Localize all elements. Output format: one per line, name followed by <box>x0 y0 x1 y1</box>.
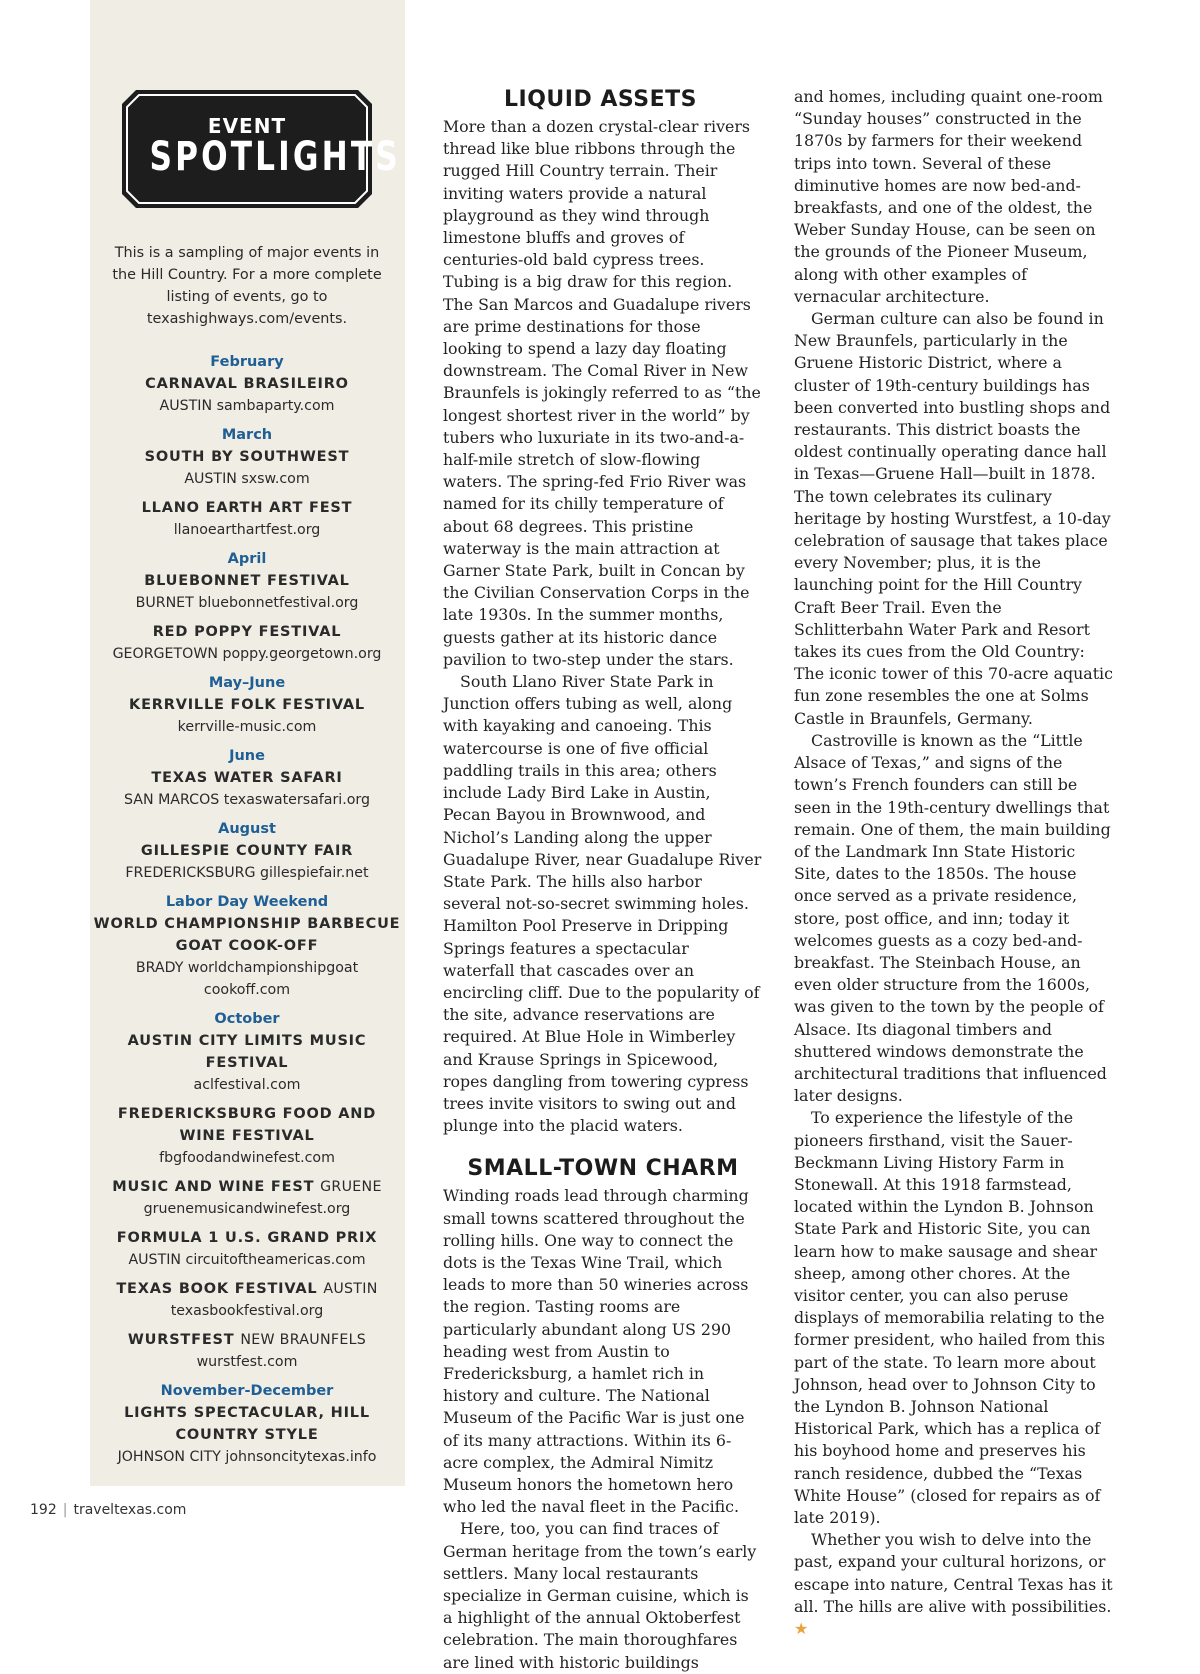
event-name <box>92 840 402 862</box>
event-name <box>92 621 402 643</box>
paragraph: Castroville is known as the “Little Alsace of Texas,” and signs of the town’s French founders can still be seen in the 19th-century dwellings that remain. One of them, the main building of the Landmark Inn State Historic Site, dates to the 1850s. The house once served as a private residence, store, post office, and inn; today it welcomes guests as a cozy bed-and-breakfast. The Steinbach House, an even older structure from the 1600s, was given to the town by the people of Alsace. Its diagonal timbers and shuttered windows demonstrate the architectural traditions that influenced later designs. <box>794 730 1111 1106</box>
event-info: BRADY worldchampionshipgoat cookoff.com <box>135 960 359 998</box>
event-info: llanoearthartfest.org <box>173 522 321 538</box>
paragraph: Winding roads lead through charming small towns scattered throughout the rolling hills. One way to connect the dots is the Texas Wine Trail, which leads to more than 50 wineries across the region. Tasting rooms are particularly abundant along US 290 heading west from Austin to Fredericksburg, a hamlet rich in history and culture. The National Museum of the Pacific War is just one of its many attractions. Within its 6-acre complex, the Admiral Nimitz Museum honors the hometown hero who led the naval fleet in the Pacific. <box>443 1186 749 1517</box>
event-name-text: BLUEBONNET FESTIVAL <box>144 573 350 589</box>
paragraph: German culture can also be found in New Braunfels, particularly in the Gruene Historic District, where a cluster of 19th-century buildings has been converted into bustling shops and restaurants. This district boasts the oldest continually operating dance hall in Texas—Gruene Hall—built in 1878. The town celebrates its culinary heritage by hosting Wurstfest, a 10-day celebration of sausage that takes place every November; plus, it is the launching point for the Hill Country Craft Beer Trail. Even the Schlitterbahn Water Park and Resort takes its cues from the Old Country: The iconic tower of this 70-acre aquatic fun zone resembles the one at Solms Castle in Braunfels, Germany. <box>794 309 1113 728</box>
page-footer <box>30 1502 186 1518</box>
event-name-text: MUSIC AND WINE FEST <box>112 1179 315 1195</box>
event-name <box>92 1176 402 1198</box>
event-item <box>92 694 402 738</box>
event-info: GEORGETOWN poppy.georgetown.org <box>112 646 382 662</box>
event-name <box>92 1227 402 1249</box>
event-name <box>92 570 402 592</box>
event-name <box>92 1103 402 1147</box>
event-item <box>92 446 402 490</box>
event-location: AUSTIN <box>323 1281 378 1297</box>
event-item <box>92 373 402 417</box>
heading-liquid-assets: LIQUID ASSETS <box>504 87 697 112</box>
event-item <box>92 1329 402 1373</box>
event-item <box>92 1402 402 1468</box>
article-column-2 <box>794 86 1116 1640</box>
event-name <box>92 497 402 519</box>
event-name-text: TEXAS BOOK FESTIVAL <box>116 1281 318 1297</box>
events-list <box>92 350 402 1475</box>
event-name <box>92 1278 402 1300</box>
event-info: AUSTIN circuitoftheamericas.com <box>128 1252 366 1268</box>
month-heading: April <box>227 551 267 567</box>
month-heading: November-December <box>160 1383 334 1399</box>
event-item <box>92 913 402 1001</box>
event-name <box>92 373 402 395</box>
heading-small-town-charm: SMALL-TOWN CHARM <box>467 1156 739 1182</box>
event-name <box>92 446 402 468</box>
paragraph: Here, too, you can find traces of German heritage from the town’s early settlers. Many local restaurants specialize in German cuisine, which is a highlight of the annual Oktoberfest celebration. The main thoroughfares are lined with historic buildings <box>443 1519 757 1672</box>
event-name-text: SOUTH BY SOUTHWEST <box>144 449 350 465</box>
event-item <box>92 1227 402 1271</box>
event-info: gruenemusicandwinefest.org <box>143 1201 351 1217</box>
event-name <box>92 694 402 716</box>
sidebar-intro: This is a sampling of major events in the Hill Country. For a more complete listing of events, go to texashighways.com/events. <box>112 245 382 327</box>
event-name-text: LLANO EARTH ART FEST <box>141 500 353 516</box>
event-info: texasbookfestival.org <box>170 1303 324 1319</box>
event-name-text: TEXAS WATER SAFARI <box>151 770 343 786</box>
event-info: wurstfest.com <box>196 1354 298 1370</box>
event-name-text: WORLD CHAMPIONSHIP BARBECUE GOAT COOK-OFF <box>93 916 401 954</box>
event-info: SAN MARCOS texaswatersafari.org <box>123 792 371 808</box>
event-item <box>92 1176 402 1220</box>
event-name <box>92 1030 402 1074</box>
event-info: AUSTIN sambaparty.com <box>159 398 335 414</box>
event-item <box>92 1030 402 1096</box>
paragraph <box>794 1529 1116 1640</box>
event-location: NEW BRAUNFELS <box>240 1332 367 1348</box>
event-location: GRUENE <box>320 1179 382 1195</box>
event-info: BURNET bluebonnetfestival.org <box>135 595 359 611</box>
event-name <box>92 767 402 789</box>
event-info: fbgfoodandwinefest.com <box>159 1150 335 1166</box>
paragraph: To experience the lifestyle of the pioneers firsthand, visit the Sauer-Beckmann Living History Farm in Stonewall. At this 1918 farmstead, located within the Lyndon B. Johnson State Park and Historic Site, you can learn how to make sausage and shear sheep, among other chores. At the visitor center, you can also peruse displays of memorabilia relating to the former president, who hailed from this part of the state. To learn more about Johnson, head over to Johnson City to the Lyndon B. Johnson National Historical Park, which has a replica of his boyhood home and preserves his ranch residence, dubbed the “Texas White House” (closed for repairs as of late 2019). <box>794 1108 1106 1527</box>
month-heading: March <box>221 427 273 443</box>
article-column-1 <box>443 116 763 1674</box>
event-info: FREDERICKSBURG gillespiefair.net <box>125 865 369 881</box>
footer-separator: | <box>62 1502 68 1518</box>
event-name <box>92 913 402 957</box>
month-heading: February <box>210 354 284 370</box>
event-item <box>92 1103 402 1169</box>
event-item <box>92 570 402 614</box>
event-item <box>92 497 402 541</box>
month-heading: June <box>229 748 265 764</box>
event-name-text: KERRVILLE FOLK FESTIVAL <box>129 697 365 713</box>
page-number: 192 <box>30 1502 57 1518</box>
event-name-text: AUSTIN CITY LIMITS MUSIC FESTIVAL <box>127 1033 367 1071</box>
event-name-text: WURSTFEST <box>127 1332 235 1348</box>
event-info: aclfestival.com <box>193 1077 301 1093</box>
event-info: kerrville-music.com <box>177 719 317 735</box>
event-name-text: GILLESPIE COUNTY FAIR <box>140 843 354 859</box>
closing-text: Whether you wish to delve into the past, expand your cultural horizons, or escape into nature, Central Texas has it all. The hills are alive with possibilities. <box>794 1530 1113 1616</box>
badge-main-text: SPOTLIGHTS <box>149 134 401 180</box>
month-heading: Labor Day Weekend <box>165 894 329 910</box>
event-item <box>92 767 402 811</box>
event-name-text: CARNAVAL BRASILEIRO <box>145 376 349 392</box>
event-name <box>92 1329 402 1351</box>
event-item <box>92 840 402 884</box>
paragraph: and homes, including quaint one-room “Sunday houses” constructed in the 1870s by farmers for their weekend trips into town. Several of these diminutive homes are now bed-and-breakfasts, and one of the oldest, the Weber Sunday House, can be seen on the grounds of the Pioneer Museum, along with other examples of vernacular architecture. <box>794 87 1103 306</box>
month-heading: October <box>214 1011 280 1027</box>
month-heading: August <box>218 821 276 837</box>
event-name-text: RED POPPY FESTIVAL <box>152 624 342 640</box>
footer-site[interactable]: traveltexas.com <box>73 1502 187 1518</box>
event-info: JOHNSON CITY johnsoncitytexas.info <box>117 1449 377 1465</box>
event-name <box>92 1402 402 1446</box>
badge-top-text: EVENT <box>207 114 287 138</box>
star-icon: ★ <box>794 1619 809 1639</box>
event-name-text: FREDERICKSBURG FOOD AND WINE FESTIVAL <box>117 1106 377 1144</box>
event-name-text: FORMULA 1 U.S. GRAND PRIX <box>116 1230 378 1246</box>
event-info: AUSTIN sxsw.com <box>184 471 310 487</box>
event-item <box>92 621 402 665</box>
event-name-text: LIGHTS SPECTACULAR, HILL COUNTRY STYLE <box>124 1405 370 1443</box>
paragraph: More than a dozen crystal-clear rivers thread like blue ribbons through the rugged Hill Country terrain. Their inviting waters provide a natural playground as they wind through limestone bluffs and groves of centuries-old bald cypress trees. Tubing is a big draw for this region. The San Marcos and Guadalupe rivers are prime destinations for those looking to spend a lazy day floating downstream. The Comal River in New Braunfels is jokingly referred to as “the longest shortest river in the world” by tubers who luxuriate in its two-and-a-half-mile stretch of slow-flowing waters. The spring-fed Frio River was named for its chilly temperature of about 68 degrees. This pristine waterway is the main attraction at Garner State Park, built in Concan by the Civilian Conservation Corps in the late 1930s. In the summer months, guests gather at its historic dance pavilion to two-step under the stars. <box>443 117 761 669</box>
event-item <box>92 1278 402 1322</box>
event-spotlights-badge <box>122 90 401 208</box>
paragraph: South Llano River State Park in Junction offers tubing as well, along with kayaking and canoeing. This watercourse is one of five official paddling trails in this area; others include Lady Bird Lake in Austin, Pecan Bayou in Brownwood, and Nichol’s Landing along the upper Guadalupe River, near Guadalupe River State Park. The hills also harbor several not-so-secret swimming holes. Hamilton Pool Preserve in Dripping Springs features a spectacular waterfall that cascades over an encircling cliff. Due to the popularity of the site, advance reservations are required. At Blue Hole in Wimberley and Krause Springs in Spicewood, ropes dangling from towering cypress trees invite visitors to swing out and plunge into the placid waters. <box>443 672 762 1136</box>
month-heading: May–June <box>208 675 286 691</box>
